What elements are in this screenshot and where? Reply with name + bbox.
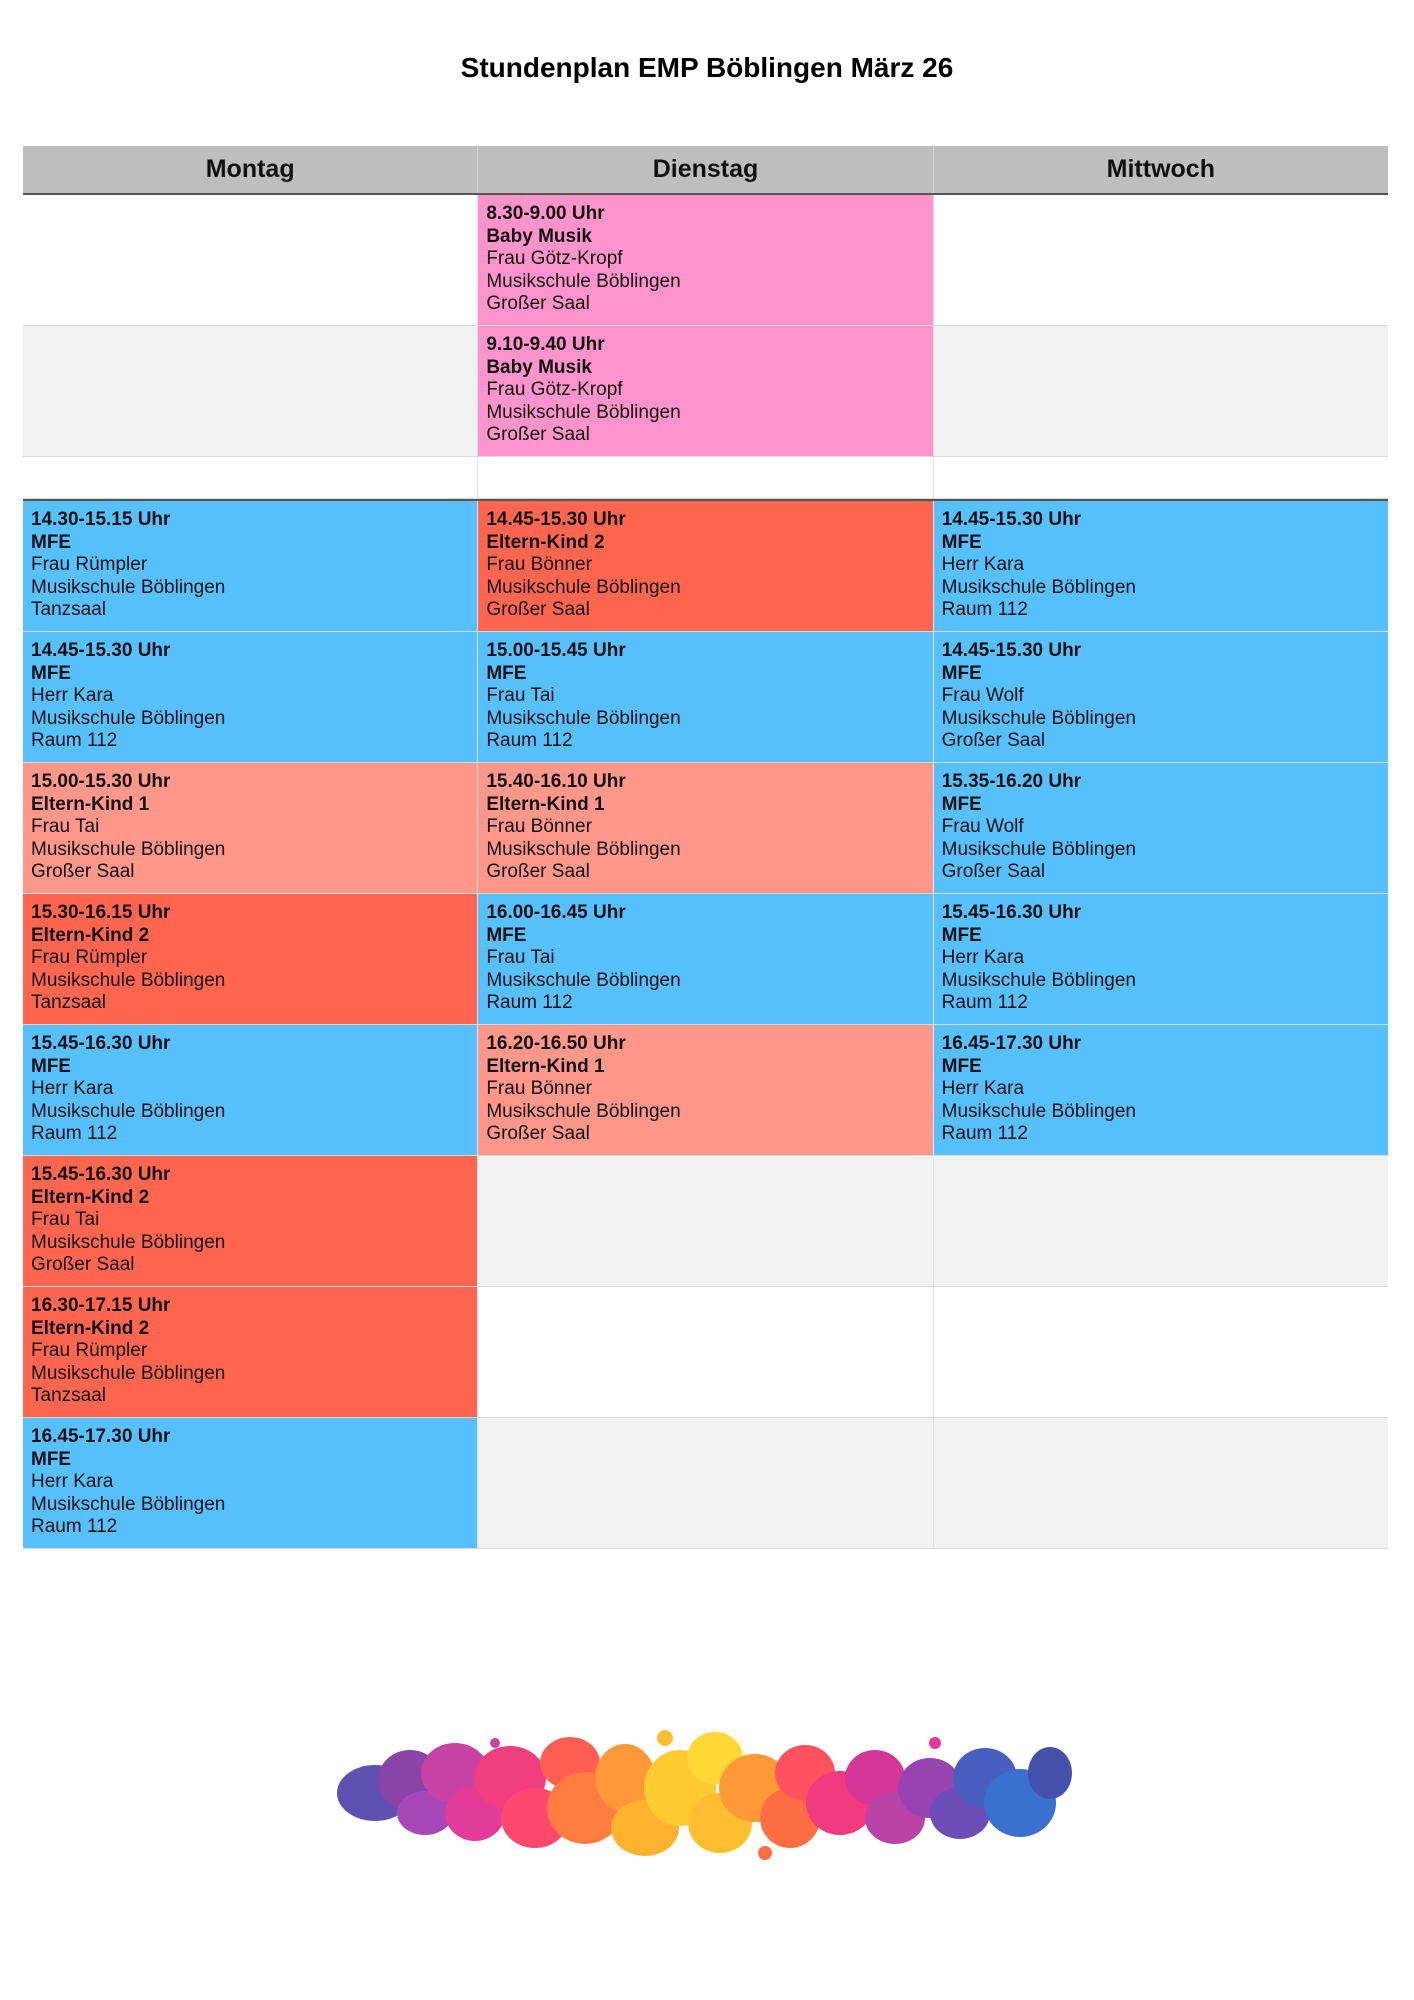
- course-name: Eltern-Kind 2: [31, 1186, 150, 1208]
- empty-cell: [478, 1156, 933, 1287]
- schedule-row: [23, 763, 1388, 894]
- course-school: Musikschule Böblingen: [486, 401, 681, 423]
- morning-section: [23, 195, 1388, 457]
- empty-cell: [478, 1287, 933, 1418]
- course-room: Tanzsaal: [31, 1385, 106, 1406]
- course-wednesday: [934, 894, 1388, 1025]
- schedule-row: [23, 894, 1388, 1025]
- course-time: 16.45-17.30 Uhr: [31, 1426, 171, 1447]
- course-teacher: Herr Kara: [31, 1078, 114, 1099]
- course-name: MFE: [31, 1448, 72, 1470]
- schedule-row: [23, 632, 1388, 763]
- course-time: 14.45-15.30 Uhr: [31, 640, 171, 661]
- schedule-table: [23, 146, 1388, 1549]
- afternoon-section: [23, 501, 1388, 1549]
- course-name: MFE: [486, 662, 527, 684]
- course-tuesday: [478, 195, 933, 326]
- course-teacher: Frau Bönner: [486, 816, 592, 837]
- course-name: MFE: [486, 924, 527, 946]
- course-teacher: Frau Wolf: [941, 685, 1024, 706]
- course-time: 15.45-16.30 Uhr: [31, 1164, 171, 1185]
- course-name: MFE: [31, 531, 72, 553]
- course-monday: [23, 1418, 478, 1549]
- course-room: Tanzsaal: [31, 599, 106, 620]
- course-room: Raum 112: [486, 730, 573, 751]
- course-school: Musikschule Böblingen: [31, 707, 226, 729]
- course-school: Musikschule Böblingen: [941, 969, 1136, 991]
- table-header: [23, 146, 1388, 195]
- course-school: Musikschule Böblingen: [941, 838, 1136, 860]
- course-name: MFE: [941, 662, 982, 684]
- schedule-row: [23, 1156, 1388, 1287]
- course-time: 15.00-15.45 Uhr: [486, 640, 626, 661]
- empty-cell: [23, 326, 478, 457]
- course-time: 8.30-9.00 Uhr: [486, 203, 605, 224]
- course-time: 14.45-15.30 Uhr: [941, 509, 1082, 530]
- course-room: Großer Saal: [941, 861, 1046, 882]
- course-tuesday: [478, 763, 933, 894]
- course-room: Großer Saal: [486, 599, 590, 620]
- course-tuesday: [478, 894, 933, 1025]
- course-school: Musikschule Böblingen: [31, 969, 226, 991]
- course-school: Musikschule Böblingen: [31, 838, 226, 860]
- course-school: Musikschule Böblingen: [941, 1100, 1136, 1122]
- course-name: Eltern-Kind 1: [486, 1055, 605, 1077]
- separator-row: [23, 457, 1388, 501]
- course-room: Tanzsaal: [31, 992, 106, 1013]
- course-name: Eltern-Kind 2: [486, 531, 605, 553]
- course-room: Raum 112: [31, 1123, 118, 1144]
- course-teacher: Herr Kara: [31, 1471, 114, 1492]
- course-room: Großer Saal: [486, 293, 590, 314]
- course-school: Musikschule Böblingen: [486, 576, 681, 598]
- course-time: 15.45-16.30 Uhr: [941, 902, 1082, 923]
- course-room: Raum 112: [941, 599, 1028, 620]
- course-time: 15.40-16.10 Uhr: [486, 771, 626, 792]
- empty-cell: [934, 195, 1388, 326]
- course-teacher: Frau Götz-Kropf: [486, 248, 623, 269]
- course-wednesday: [934, 1025, 1388, 1156]
- course-name: MFE: [941, 531, 982, 553]
- course-name: Eltern-Kind 2: [31, 1317, 150, 1339]
- course-school: Musikschule Böblingen: [31, 576, 226, 598]
- course-room: Raum 112: [941, 1123, 1028, 1144]
- course-name: MFE: [31, 662, 72, 684]
- course-time: 15.00-15.30 Uhr: [31, 771, 171, 792]
- schedule-row: [23, 326, 1388, 457]
- empty-cell: [934, 326, 1388, 457]
- course-room: Raum 112: [31, 730, 118, 751]
- course-room: Raum 112: [486, 992, 573, 1013]
- course-school: Musikschule Böblingen: [486, 1100, 681, 1122]
- course-tuesday: [478, 501, 933, 632]
- schedule-row: [23, 1418, 1388, 1549]
- course-room: Großer Saal: [31, 1254, 135, 1275]
- course-room: Großer Saal: [486, 861, 590, 882]
- header-tuesday: Dienstag: [478, 146, 933, 193]
- course-teacher: Frau Bönner: [486, 554, 592, 575]
- empty-cell: [934, 1287, 1388, 1418]
- course-monday: [23, 1156, 478, 1287]
- course-school: Musikschule Böblingen: [486, 969, 681, 991]
- course-monday: [23, 1025, 478, 1156]
- course-teacher: Herr Kara: [941, 554, 1025, 575]
- schedule-row: [23, 1025, 1388, 1156]
- page-title: Stundenplan EMP Böblingen März 26: [460, 52, 954, 83]
- header-monday: Montag: [23, 146, 478, 193]
- course-name: Eltern-Kind 1: [486, 793, 605, 815]
- course-teacher: Frau Rümpler: [31, 554, 148, 575]
- course-school: Musikschule Böblingen: [31, 1100, 226, 1122]
- course-school: Musikschule Böblingen: [486, 270, 681, 292]
- course-monday: [23, 763, 478, 894]
- course-name: Eltern-Kind 2: [31, 924, 150, 946]
- course-name: Baby Musik: [486, 356, 592, 378]
- course-school: Musikschule Böblingen: [941, 576, 1136, 598]
- course-tuesday: [478, 326, 933, 457]
- course-tuesday: [478, 1025, 933, 1156]
- course-time: 14.30-15.15 Uhr: [31, 509, 171, 530]
- course-time: 15.45-16.30 Uhr: [31, 1033, 171, 1054]
- course-teacher: Frau Tai: [486, 685, 555, 706]
- schedule-row: [23, 1287, 1388, 1418]
- empty-cell: [23, 457, 478, 499]
- course-name: Eltern-Kind 1: [31, 793, 150, 815]
- empty-cell: [478, 1418, 933, 1549]
- course-time: 16.45-17.30 Uhr: [941, 1033, 1082, 1054]
- empty-cell: [478, 457, 933, 499]
- course-name: MFE: [941, 1055, 982, 1077]
- emp-logo-splash: [335, 1718, 1075, 1868]
- course-teacher: Frau Rümpler: [31, 1340, 148, 1361]
- course-name: MFE: [941, 924, 982, 946]
- course-name: MFE: [31, 1055, 72, 1077]
- course-time: 9.10-9.40 Uhr: [486, 334, 605, 355]
- course-room: Großer Saal: [31, 861, 135, 882]
- course-teacher: Frau Tai: [31, 816, 100, 837]
- course-room: Großer Saal: [486, 1123, 590, 1144]
- course-time: 16.20-16.50 Uhr: [486, 1033, 626, 1054]
- schedule-row: [23, 501, 1388, 632]
- course-school: Musikschule Böblingen: [31, 1362, 226, 1384]
- course-teacher: Frau Wolf: [941, 816, 1024, 837]
- course-room: Großer Saal: [941, 730, 1046, 751]
- schedule-row: [23, 195, 1388, 326]
- course-time: 16.30-17.15 Uhr: [31, 1295, 171, 1316]
- course-time: 14.45-15.30 Uhr: [941, 640, 1082, 661]
- course-monday: [23, 894, 478, 1025]
- empty-cell: [934, 1156, 1388, 1287]
- course-school: Musikschule Böblingen: [31, 1493, 226, 1515]
- course-school: Musikschule Böblingen: [31, 1231, 226, 1253]
- course-school: Musikschule Böblingen: [486, 838, 681, 860]
- course-teacher: Frau Bönner: [486, 1078, 592, 1099]
- empty-cell: [23, 195, 478, 326]
- empty-cell: [934, 1418, 1388, 1549]
- course-school: Musikschule Böblingen: [486, 707, 681, 729]
- course-monday: [23, 1287, 478, 1418]
- empty-cell: [934, 457, 1388, 499]
- course-time: 15.30-16.15 Uhr: [31, 902, 171, 923]
- course-room: Raum 112: [941, 992, 1028, 1013]
- course-name: Baby Musik: [486, 225, 592, 247]
- course-room: Raum 112: [31, 1516, 118, 1537]
- course-teacher: Frau Rümpler: [31, 947, 148, 968]
- course-monday: [23, 501, 478, 632]
- course-monday: [23, 632, 478, 763]
- course-teacher: Herr Kara: [941, 947, 1025, 968]
- course-name: MFE: [941, 793, 982, 815]
- course-time: 15.35-16.20 Uhr: [941, 771, 1082, 792]
- course-teacher: Frau Götz-Kropf: [486, 379, 623, 400]
- course-teacher: Herr Kara: [941, 1078, 1025, 1099]
- course-time: 14.45-15.30 Uhr: [486, 509, 626, 530]
- course-teacher: Herr Kara: [31, 685, 114, 706]
- header-wednesday: Mittwoch: [1106, 155, 1215, 183]
- course-tuesday: [478, 632, 933, 763]
- course-time: 16.00-16.45 Uhr: [486, 902, 626, 923]
- course-teacher: Frau Tai: [31, 1209, 100, 1230]
- course-room: Großer Saal: [486, 424, 590, 445]
- course-teacher: Frau Tai: [486, 947, 555, 968]
- course-wednesday: [934, 763, 1388, 894]
- course-wednesday: [934, 632, 1388, 763]
- course-wednesday: [934, 501, 1388, 632]
- course-school: Musikschule Böblingen: [941, 707, 1136, 729]
